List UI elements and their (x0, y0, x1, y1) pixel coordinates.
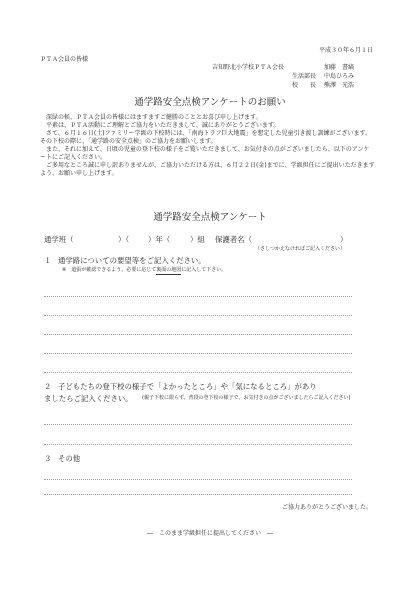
letter-body (40, 114, 375, 178)
q1-answer-line[interactable] (44, 372, 352, 373)
paragraph-deadline: ご多用なところ誠に申し訳ありませんが、ご協力いただける方は、６月２２日(金)までに、学級担任にご提出いただきますよう、お願い申し上げます。 (40, 162, 375, 177)
q1-note (62, 267, 226, 274)
guardian-close: ） (340, 235, 348, 244)
guardian-label: 保護者名（ (215, 235, 252, 244)
q2-number: ２ (44, 382, 52, 391)
class-label: 通学班（ (44, 235, 74, 244)
date: 平成３０年６月１日 (318, 47, 373, 54)
group-label: ）組 (190, 235, 205, 244)
footer-instruction: ― このまま学級担任に提出してください ― (146, 530, 273, 537)
letter-title: 通学路安全点検アンケートのお願い (134, 97, 286, 108)
q3-text: その他 (58, 454, 81, 463)
q1-answer-line[interactable] (44, 353, 352, 354)
q1-number: １ (44, 256, 52, 265)
q1-answer-line[interactable] (44, 315, 352, 316)
q1-note-suffix: に記入して下さい。 (181, 267, 227, 273)
q3-answer-line[interactable] (44, 494, 352, 495)
q3-number: ３ (44, 454, 52, 463)
q3-answer-line[interactable] (44, 479, 352, 480)
q2-answer-line[interactable] (44, 424, 352, 425)
sender-role-2: 生活部長 (292, 73, 317, 80)
q1-note-emph: 裏面の地図 (156, 267, 182, 273)
q1-answer-line[interactable] (44, 296, 352, 297)
addressee: ＰＴＡ会員の皆様 (40, 56, 89, 63)
sender-name-1: 加藤 書縞 (324, 64, 355, 71)
q2-note: (親子下校に限らず、普段の登下校の様子で、お気付きの点がございましたらご記入ください) (142, 395, 351, 401)
paragraph-thanks: 平素は、ＰＴＡ活動にご理解とご協力をいただきまして、誠にありがとうございます。 (46, 122, 280, 129)
survey-title: 通学路安全点検アンケート (153, 212, 267, 223)
thanks-text: ご協力ありがとうございました。 (281, 504, 372, 511)
sender-role-3: 校 長 (292, 82, 317, 89)
q2-text-line1: 子どもたちの登下校の様子で「よかったところ」や「気になるところ」があり (58, 382, 317, 391)
q2-text-line2: ましたらご記入ください。 (44, 394, 133, 403)
q1-note-prefix: ※ 道張が確認できるよう、必要に応じて (62, 267, 157, 273)
guardian-note: （さしつかえなければご記入ください） (255, 246, 346, 252)
paragraph-request: また、それに加えて、日頃の児童の登下校の様子をご覧いただきまして、お気付きの点がございましたら、以下のアンケートにご記入ください。 (40, 146, 370, 161)
sender-name-2: 中島ひろみ (324, 73, 355, 80)
grade-label: ）年（ (148, 235, 171, 244)
paragraph-drill: さて、６月１６日(土)ファミリー学級の下校時には、「南海トラフ巨大地震」を想定した児童引き渡し訓練がございます。その下校の際に、「通学路の安全点検」のご協力をお願いします。 (40, 130, 371, 145)
paragraph-greeting: 深緑の候、ＰＴＡ会員の皆様にはますますご健勝のこととお喜び申し上げます。 (46, 114, 262, 121)
class-close: ）（ (118, 235, 130, 244)
sender-name-3: 熊澤 光浩 (324, 82, 355, 89)
q1-answer-line[interactable] (44, 334, 352, 335)
sender-role-1: 吉知野北小学校ＰＴＡ会長 (212, 64, 285, 71)
q2-answer-line[interactable] (44, 444, 352, 445)
q1-text: 通学路についての要望等をご記入ください。 (58, 256, 206, 265)
